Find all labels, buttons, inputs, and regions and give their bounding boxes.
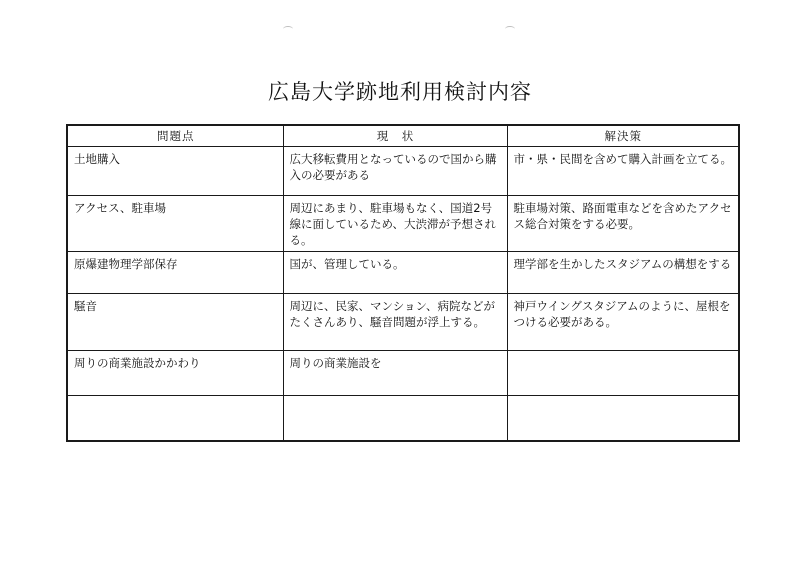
table-header-row xyxy=(67,125,739,147)
table-row xyxy=(67,294,739,351)
table-row xyxy=(67,147,739,196)
solution-cell xyxy=(507,351,739,396)
solution-cell: 駐車場対策、路面電車などを含めたアクセス総合対策をする必要。 xyxy=(507,196,739,252)
review-table xyxy=(66,124,740,442)
table-row xyxy=(67,196,739,252)
issue-cell: 原爆建物理学部保存 xyxy=(67,252,283,294)
status-cell xyxy=(283,396,507,442)
header-current-status: 現 状 xyxy=(283,125,507,147)
status-cell: 周りの商業施設を xyxy=(283,351,507,396)
header-issue: 問題点 xyxy=(67,125,283,147)
solution-cell: 理学部を生かしたスタジアムの構想をする xyxy=(507,252,739,294)
status-cell: 周辺に、民家、マンション、病院などがたくさんあり、騒音問題が浮上する。 xyxy=(283,294,507,351)
issue-cell: 周りの商業施設かかわり xyxy=(67,351,283,396)
status-cell: 広大移転費用となっているので国から購入の必要がある xyxy=(283,147,507,196)
issue-cell xyxy=(67,396,283,442)
table-row xyxy=(67,252,739,294)
issue-cell: アクセス、駐車場 xyxy=(67,196,283,252)
table-row xyxy=(67,351,739,396)
status-cell: 国が、管理している。 xyxy=(283,252,507,294)
solution-cell xyxy=(507,396,739,442)
solution-cell: 市・県・民間を含めて購入計画を立てる。 xyxy=(507,147,739,196)
document-title: 広島大学跡地利用検討内容 xyxy=(268,80,532,104)
status-cell: 周辺にあまり、駐車場もなく、国道2号線に面しているため、大渋滞が予想される。 xyxy=(283,196,507,252)
header-solution: 解決策 xyxy=(507,125,739,147)
table-row xyxy=(67,396,739,442)
solution-cell: 神戸ウイングスタジアムのように、屋根をつける必要がある。 xyxy=(507,294,739,351)
issue-cell: 騒音 xyxy=(67,294,283,351)
punch-hole-mark xyxy=(505,26,515,32)
issue-cell: 土地購入 xyxy=(67,147,283,196)
punch-hole-mark xyxy=(283,26,293,32)
